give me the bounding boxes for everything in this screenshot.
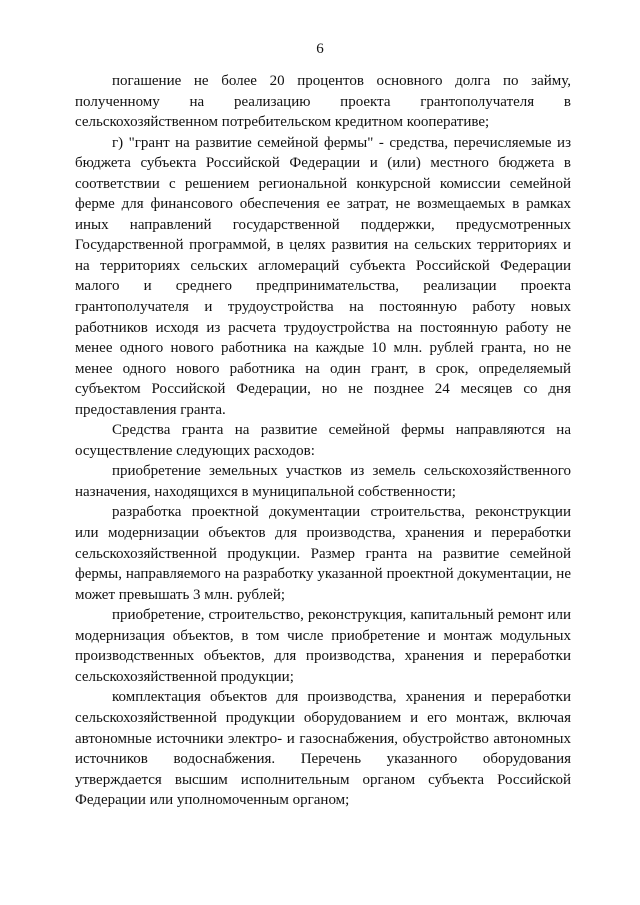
page-number: 6 (316, 41, 324, 57)
paragraph-family-farm-grant-definition: г) "грант на развитие семейной фермы" - средства, перечисляемые из бюджета субъекта Российской Федерации и (или) местного бюджета в соответствии с решением региональной конкурсной комиссии семейной ферме для финансового обеспечения ее затрат, не возмещаемых в рамках иных направлений государственной поддержки, предусмотренных Государственной программой, в целях развития на сельских территориях и на территориях сельских агломераций субъекта Российской Федерации малого и среднего предпринимательства, реализации проекта грантополучателя и трудоустройства на постоянную работу новых работников исходя из расчета трудоустройства на постоянную работу не менее одного нового работника на каждые 10 млн. рублей гранта, но не менее одного нового работника на один грант, в срок, определяемый субъектом Российской Федерации, но не позднее 24 месяцев со дня предоставления гранта. (75, 134, 571, 418)
paragraph-project-documentation: разработка проектной документации строительства, реконструкции или модернизации объектов для производства, хранения и переработки сельскохозяйственной продукции. Размер гранта на развитие семейной фермы, направляемого на разработку указанной проектной документации, не может превышать 3 млн. рублей; (75, 504, 571, 603)
paragraph-equipment: комплектация объектов для производства, хранения и переработки сельскохозяйственной продукции оборудованием и его монтаж, включая автономные источники электро- и газоснабжения, обустройство автономных источников водоснабжения. Перечень указанного оборудования утверждается высшим исполнительным органом субъекта Российской Федерации или уполномоченным органом; (75, 689, 571, 809)
paragraph-construction-objects: приобретение, строительство, реконструкция, капитальный ремонт или модернизация объектов, в том числе приобретение и монтаж модульных производственных объектов, для производства, хранения и переработки сельскохозяйственной продукции; (75, 607, 571, 685)
paragraph-grant-expenses-intro: Средства гранта на развитие семейной фермы направляются на осуществление следующих расходов: (75, 422, 571, 459)
paragraph-loan-repayment: погашение не более 20 процентов основного долга по займу, полученному на реализацию проекта грантополучателя в сельскохозяйственном потребительском кредитном кооперативе; (75, 73, 571, 131)
document-body (75, 71, 571, 811)
paragraph-land-acquisition: приобретение земельных участков из земель сельскохозяйственного назначения, находящихся в муниципальной собственности; (75, 463, 571, 500)
